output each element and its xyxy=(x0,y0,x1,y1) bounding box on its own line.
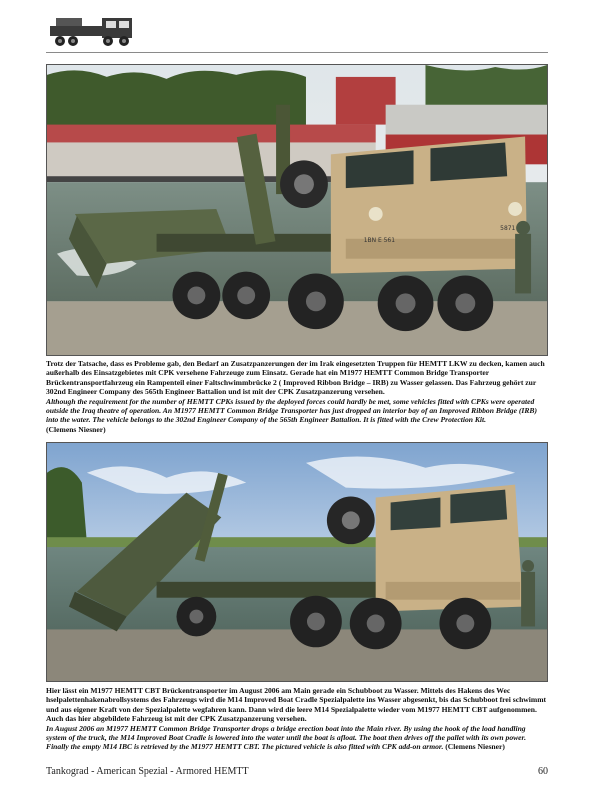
hemtt-truck-logo-icon xyxy=(46,8,142,54)
photo-caption-1 xyxy=(46,359,548,434)
vehicle-marking-left: 1BN E 561 xyxy=(363,236,396,244)
footer-title: Tankograd - American Spezial - Armored HEMTT xyxy=(46,766,249,777)
photo-caption-2 xyxy=(46,686,548,752)
header-rule xyxy=(46,52,548,53)
caption-credit: (Clemens Niesner) xyxy=(46,424,106,434)
caption-german: Trotz der Tatsache, dass es Probleme gab, den Bedarf an Zusatzpanzerungen der im Irak eingesetzten Truppen für HEMTT LKW zu decken, kamen auch außerhalb des Einsatzgebietes mit CPK versehene Fahrzeuge zum Einsatz. Gerade hat ein M1977 HEMTT Common Bridge Transporter Brückentransportfahrzeug ein Rampenteil einer Faltschwimmbrücke 2 ( Improved Ribbon Bridge – IRB) zu Wasser gelassen. Das Fahrzeug gehört zur 302nd Engineer Company des 565th Engineer Battalion und ist mit der CPK Zusatzpanzerung versehen. xyxy=(46,359,545,397)
page-number: 60 xyxy=(538,766,548,777)
vehicle-marking-right: 5871 xyxy=(500,224,516,232)
hemtt-cbt-boat-launch-photo xyxy=(46,442,548,682)
caption-english: In August 2006 an M1977 HEMTT Common Bridge Transporter drops a bridge erection boat into the Main river. By using the hook of the load handling system of the truck, the M14 Improved Boat Cradle is lowered into the water until the boat is afloat. The boat then drives off the pallet with its own power. Finally the empty M14 IBC is retrieved by the M1977 HEMTT CBT. The pictured vehicle is also fitted with CPK add-on armor. xyxy=(46,723,526,752)
caption-german: Hier lässt ein M1977 HEMTT CBT Brückentransporter im August 2006 am Main gerade ein Schubboot zu Wasser. Mittels des Hakens des Wec hselpalettenhakenabrollsystems des Fahrzeugs wird die M14 Improved Boat Cradle Spezialpalette ins Wasser abgesenkt, bis das Schubboot frei schwimmt und aus eigener Kraft von der Spezialpalette wegfahren kann. Dann wird die leere M14 Spezialpalette wieder vom M1977 HEMTT CBT aufgenommen. Auch das hier abgebildete Fahrzeug ist mit der CPK Zusatzpanzerung versehen. xyxy=(46,686,547,724)
hemtt-bridge-transporter-photo xyxy=(46,64,548,356)
caption-credit: (Clemens Niesner) xyxy=(445,742,505,752)
caption-english: Although the requirement for the number of HEMTT CPKs issued by the deployed forces could hardly be met, some vehicles fitted with CPKs were operated outside the Iraq theatre of operation. An M1977 HEMTT Common Bridge Transporter has just dropped an interior bay of an Improved Ribbon Bridge (IRB) into the water. The vehicle belongs to the 302nd Engineer Company of the 565th Engineer Battalion. It is fitted with the Crew Protection Kit. xyxy=(46,396,537,425)
